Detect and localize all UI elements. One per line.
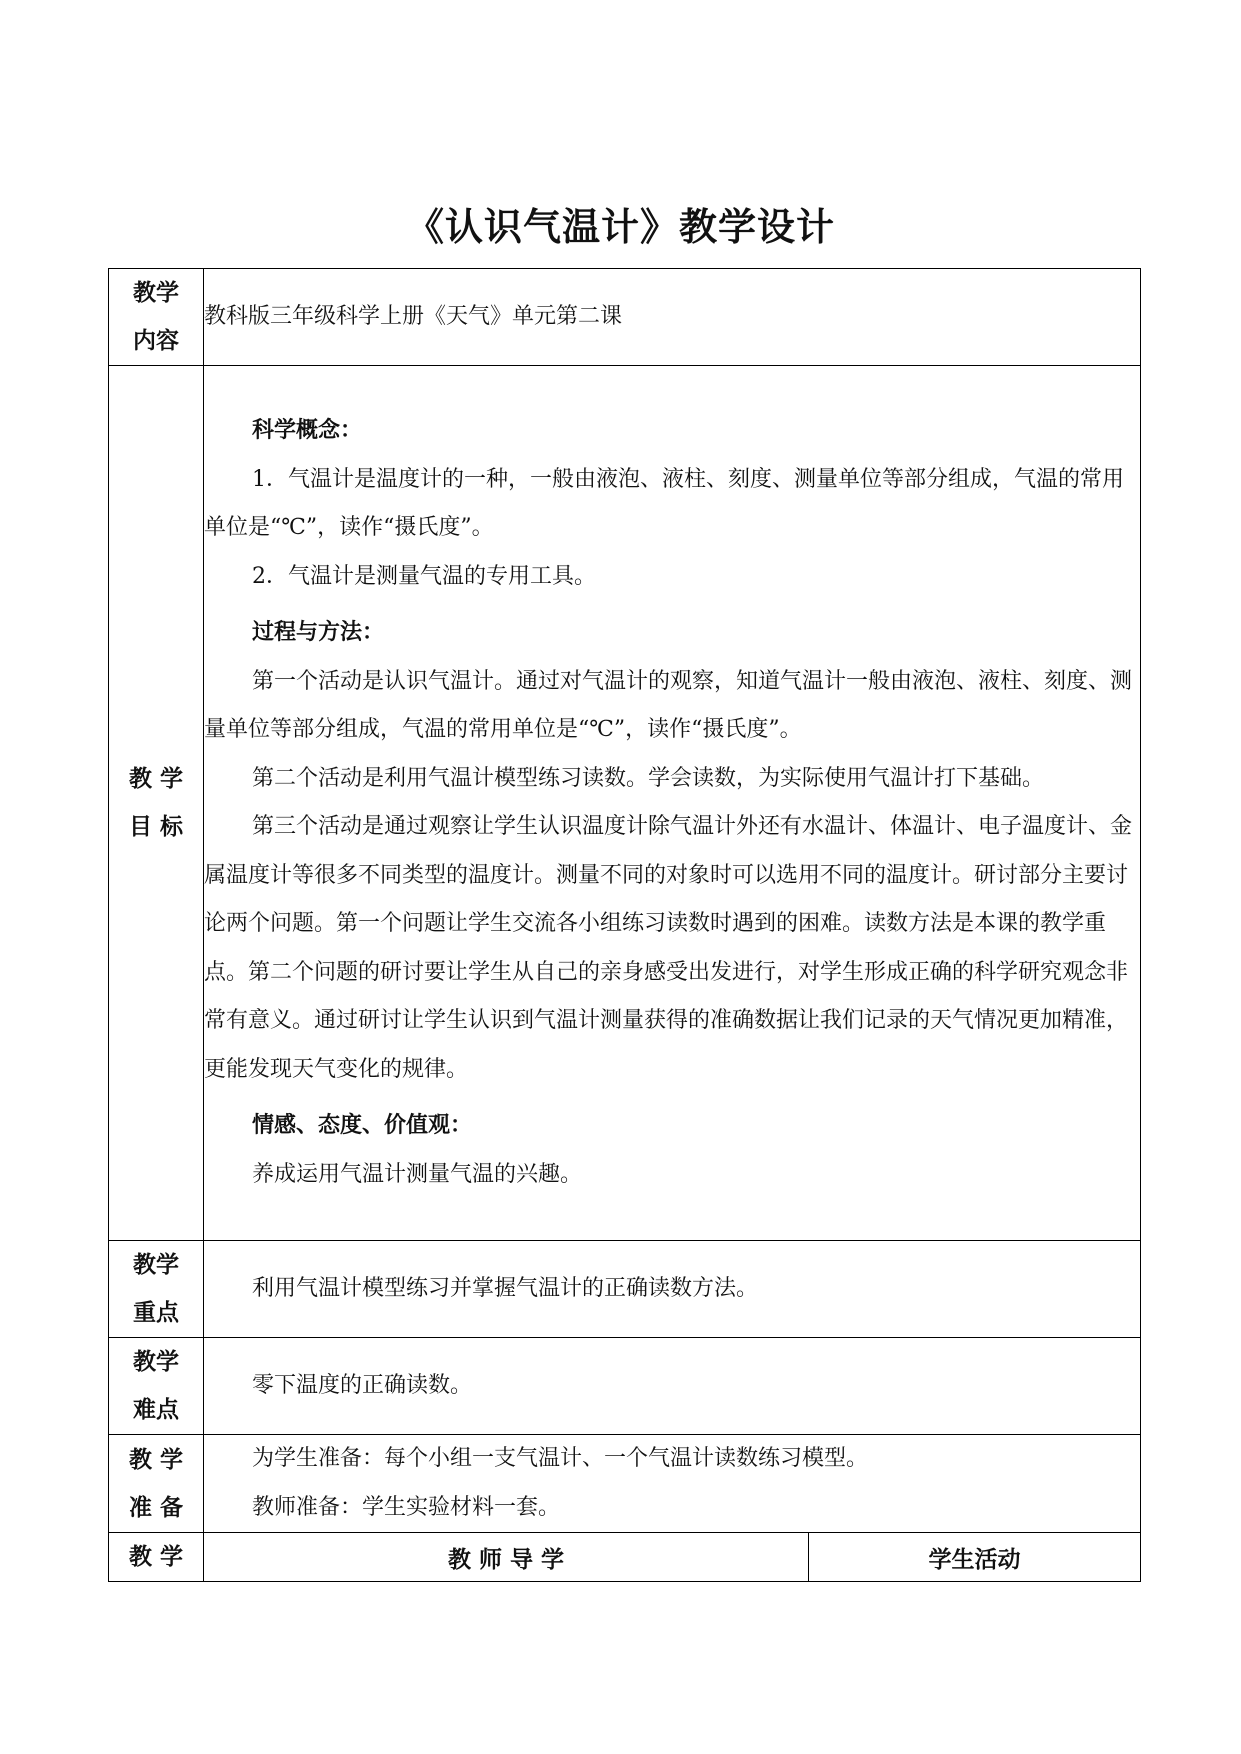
teacher-preparation: 教师准备：学生实验材料一套。	[252, 1494, 561, 1520]
label-difficult-point: 教学 难点	[109, 1338, 204, 1435]
row-difficult-point	[109, 1338, 1141, 1435]
label-key-point: 教学 重点	[109, 1241, 204, 1338]
row-process-header	[109, 1533, 1141, 1582]
difficult-point-text: 零下温度的正确读数。	[252, 1372, 473, 1398]
key-point-cell	[204, 1241, 1141, 1338]
label-teaching-goals: 教 学 目 标	[109, 366, 204, 1241]
process-item-2: 第二个活动是利用气温计模型练习读数。学会读数，为实际使用气温计打下基础。	[252, 765, 1045, 791]
row-key-point	[109, 1241, 1141, 1338]
key-point-text: 利用气温计模型练习并掌握气温计的正确读数方法。	[252, 1275, 759, 1301]
process-item-1: 第一个活动是认识气温计。通过对气温计的观察，知道气温计一般由液泡、液柱、刻度、测量单位等部分组成，气温的常用单位是“℃”，读作“摄氏度”。	[204, 668, 1133, 742]
teaching-goals-cell	[204, 366, 1141, 1241]
label-teaching-process: 教 学	[109, 1533, 204, 1582]
science-concept-heading: 科学概念：	[252, 418, 363, 443]
science-item-2: 2．气温计是测量气温的专用工具。	[252, 563, 596, 589]
label-preparation: 教 学 准 备	[109, 1435, 204, 1533]
emotion-heading: 情感、态度、价值观：	[252, 1113, 473, 1138]
process-method-heading: 过程与方法：	[252, 620, 385, 645]
science-item-1: 1．气温计是温度计的一种，一般由液泡、液柱、刻度、测量单位等部分组成，气温的常用单位是“℃”，读作“摄氏度”。	[204, 466, 1125, 540]
difficult-point-cell	[204, 1338, 1141, 1435]
row-teaching-goals	[109, 366, 1141, 1241]
header-student-activity: 学生活动	[809, 1533, 1141, 1582]
student-preparation: 为学生准备：每个小组一支气温计、一个气温计读数练习模型。	[252, 1446, 869, 1471]
process-item-3: 第三个活动是通过观察让学生认识温度计除气温计外还有水温计、体温计、电子温度计、金属温度计等很多不同类型的温度计。测量不同的对象时可以选用不同的温度计。研讨部分主要讨论两个问题。第一个问题让学生交流各小组练习读数时遇到的困难。读数方法是本课的教学重点。第二个问题的研讨要让学生从自己的亲身感受出发进行，对学生形成正确的科学研究观念非常有意义。通过研讨让学生认识到气温计测量获得的准确数据让我们记录的天气情况更加精准，更能发现天气变化的规律。	[204, 814, 1133, 1082]
lesson-plan-table	[108, 268, 1141, 1582]
header-teacher-guidance: 教 师 导 学	[204, 1533, 809, 1582]
row-preparation	[109, 1435, 1141, 1533]
document-title: 《认识气温计》教学设计	[405, 205, 835, 249]
emotion-text: 养成运用气温计测量气温的兴趣。	[252, 1161, 583, 1187]
label-teaching-content: 教学 内容	[109, 269, 204, 366]
teaching-content-cell	[204, 269, 1141, 366]
teaching-content-text: 教科版三年级科学上册《天气》单元第二课	[204, 303, 623, 329]
preparation-cell	[204, 1435, 1141, 1533]
row-teaching-content	[109, 269, 1141, 366]
